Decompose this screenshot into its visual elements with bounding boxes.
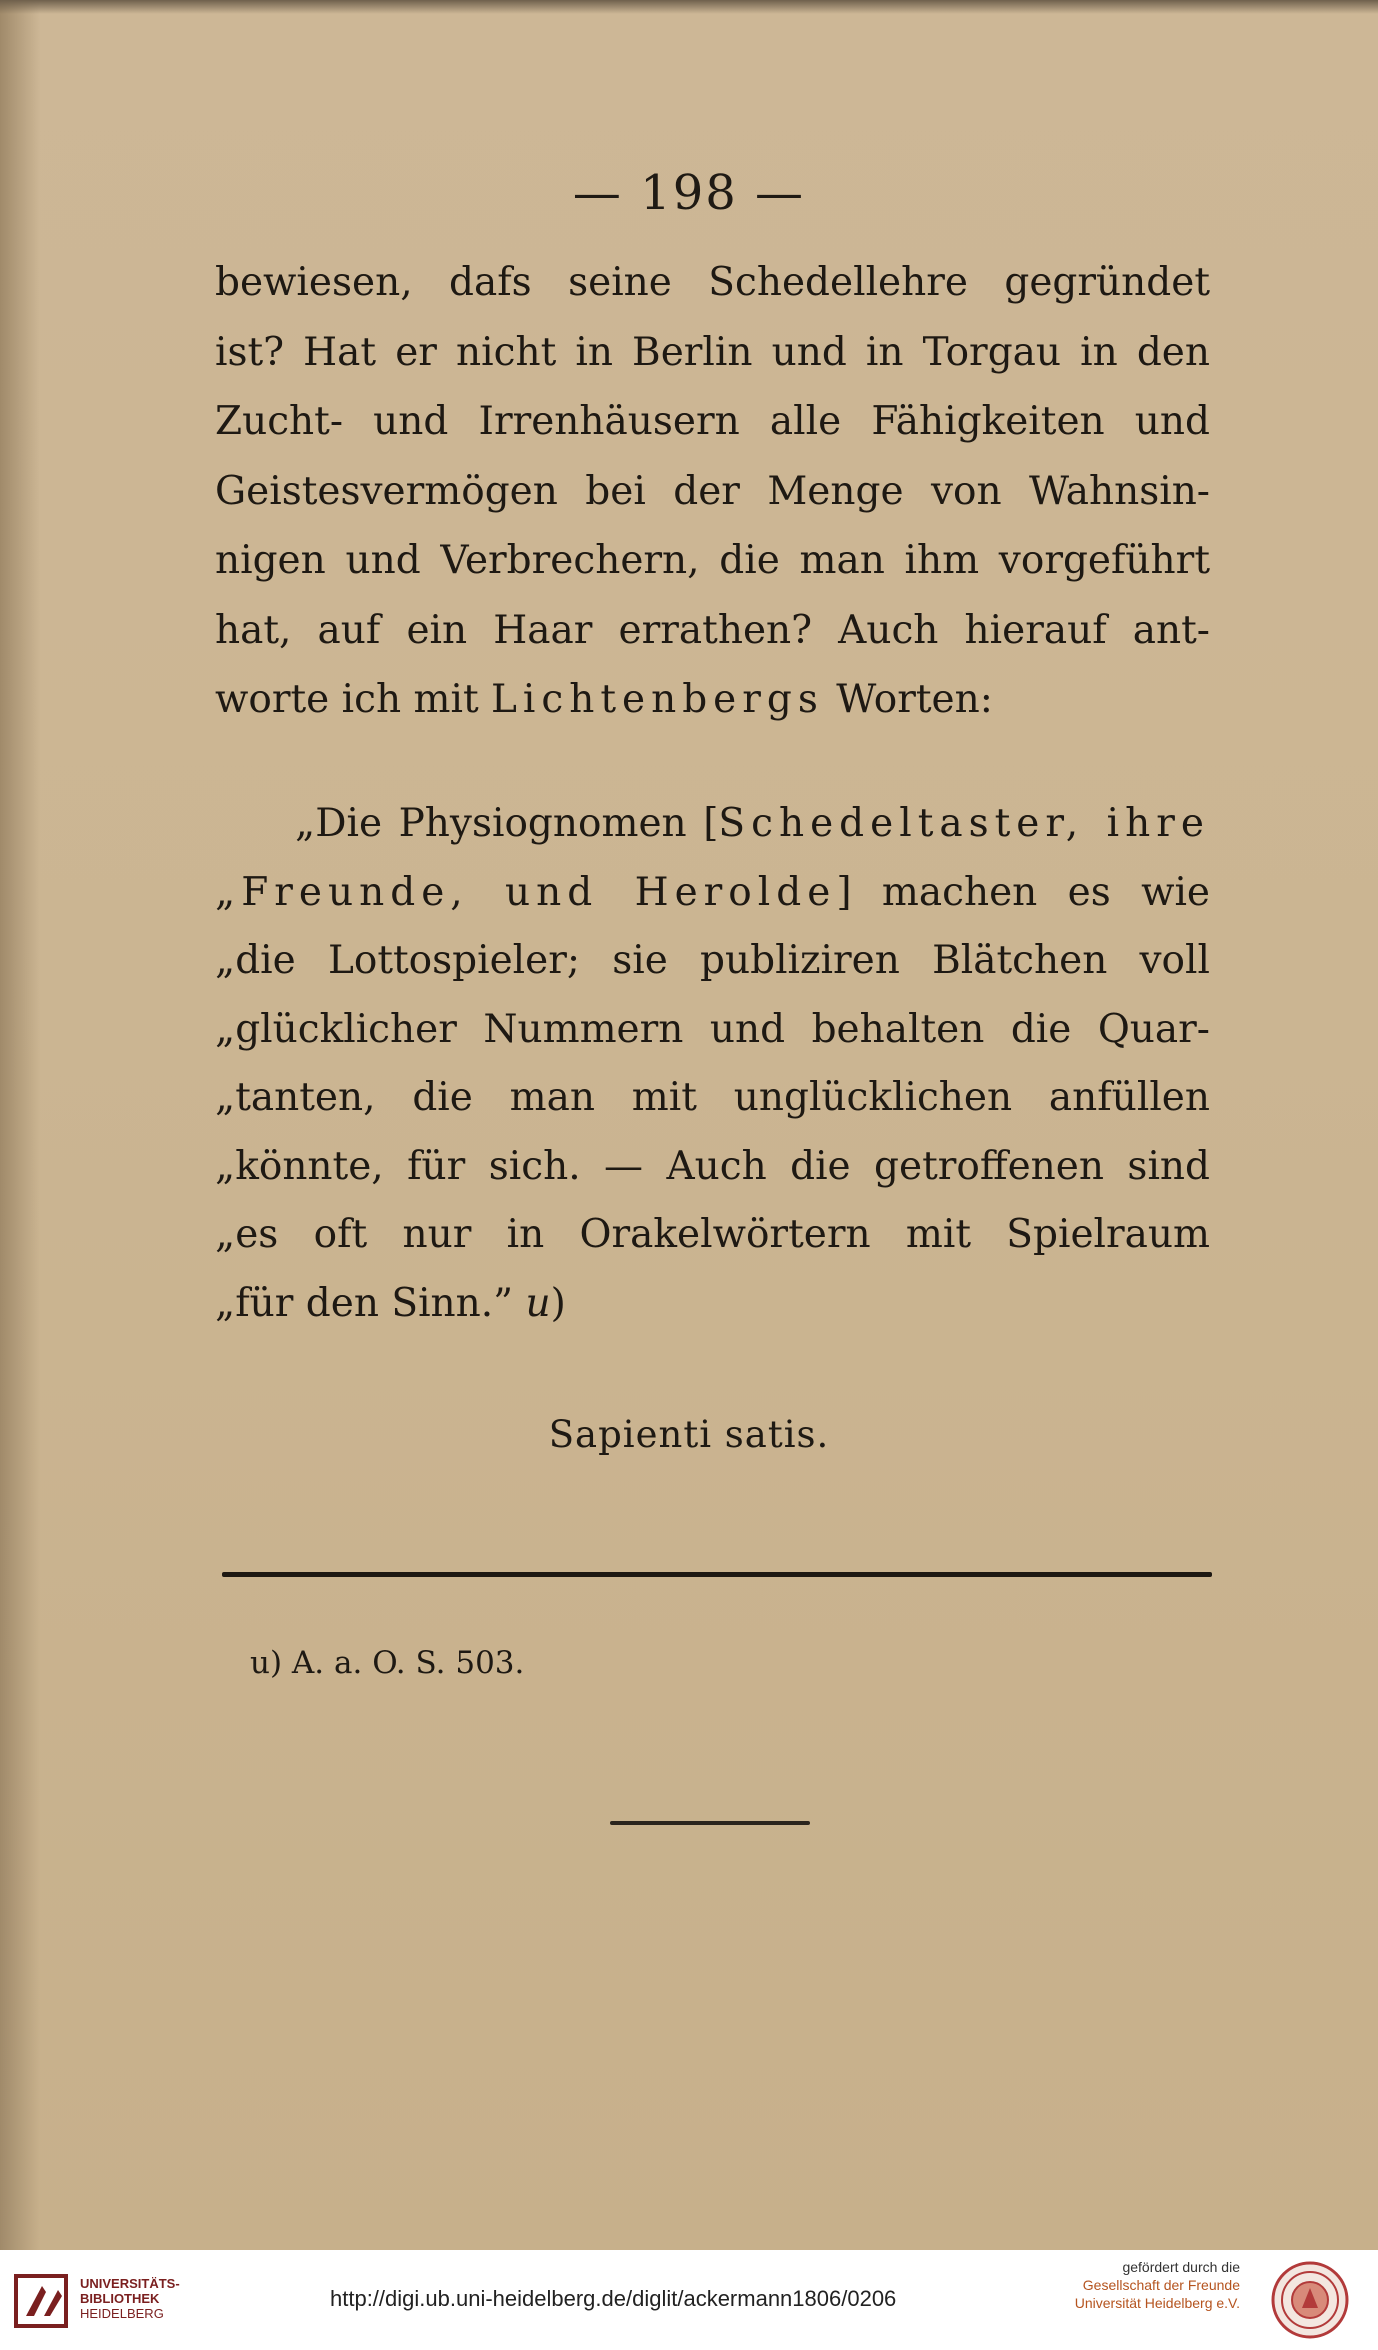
- block-quote: [215, 790, 1210, 1338]
- spaced-text: „Freunde, und Herolde: [215, 869, 837, 915]
- sponsor-name: Universität Heidelberg e.V.: [1074, 2295, 1240, 2311]
- end-ornament-rule: [610, 1821, 810, 1825]
- quote-line: [215, 1270, 1210, 1339]
- quote-line: „die Lottospieler; sie publiziren Blätchen voll: [215, 938, 1210, 983]
- library-name-line: HEIDELBERG: [80, 2306, 164, 2321]
- text-line: Zucht- und Irrenhäusern alle Fähigkeiten und: [215, 399, 1210, 444]
- quote-line: „glücklicher Nummern und behalten die Quar-: [215, 1006, 1210, 1052]
- library-logo-icon: [14, 2270, 74, 2330]
- text-fragment: worte ich mit: [215, 677, 492, 722]
- university-seal-icon: [1270, 2260, 1350, 2340]
- footnote-ref: u: [525, 1280, 551, 1326]
- text-fragment: „Die Physiognomen [: [295, 801, 719, 846]
- text-fragment: Worten:: [823, 677, 993, 722]
- text-line: ist? Hat er nicht in Berlin und in Torgau in den: [215, 329, 1210, 375]
- quote-line: [215, 859, 1210, 928]
- text-line: nigen und Verbrechern, die man ihm vorgeführt: [215, 538, 1210, 583]
- page-number-header: — 198 —: [572, 165, 806, 221]
- sponsor-credit: [1055, 2258, 1240, 2312]
- digitization-footer: [0, 2250, 1378, 2350]
- footnote-divider: [222, 1572, 1212, 1577]
- text-fragment: „für den Sinn.”: [215, 1280, 526, 1326]
- quote-line: „könnte, für sich. — Auch die getroffenen sind: [215, 1143, 1210, 1189]
- permalink-url[interactable]: http://digi.ub.uni-heidelberg.de/diglit/ackermann1806/0206: [330, 2286, 897, 2311]
- library-name-line: UNIVERSITÄTS-: [80, 2276, 180, 2291]
- closing-phrase: Sapienti satis.: [548, 1413, 830, 1456]
- spaced-text: Schedeltaster, ihre: [718, 801, 1210, 846]
- text-line: Geistesvermögen bei der Menge von Wahnsin-: [215, 468, 1210, 514]
- quote-line: „tanten, die man mit unglücklichen anfüllen: [215, 1075, 1210, 1120]
- library-name: [80, 2276, 180, 2321]
- quote-line: „es oft nur in Orakelwörtern mit Spielraum: [215, 1212, 1210, 1257]
- text-line: hat, auf ein Haar errathen? Auch hierauf ant-: [215, 607, 1210, 653]
- text-fragment: ] machen es wie: [836, 869, 1210, 915]
- quote-line: [215, 790, 1210, 859]
- spaced-name: Lichtenbergs: [491, 677, 824, 722]
- text-fragment: ): [550, 1280, 566, 1326]
- footnote: u) A. a. O. S. 503.: [250, 1645, 525, 1681]
- sponsor-intro: gefördert durch die: [1122, 2259, 1240, 2275]
- library-name-line: BIBLIOTHEK: [80, 2291, 160, 2306]
- text-line: [215, 665, 1210, 735]
- text-line: bewiesen, dafs seine Schedellehre gegründet: [215, 260, 1210, 305]
- sponsor-name: Gesellschaft der Freunde: [1082, 2277, 1240, 2293]
- paragraph: [215, 248, 1210, 735]
